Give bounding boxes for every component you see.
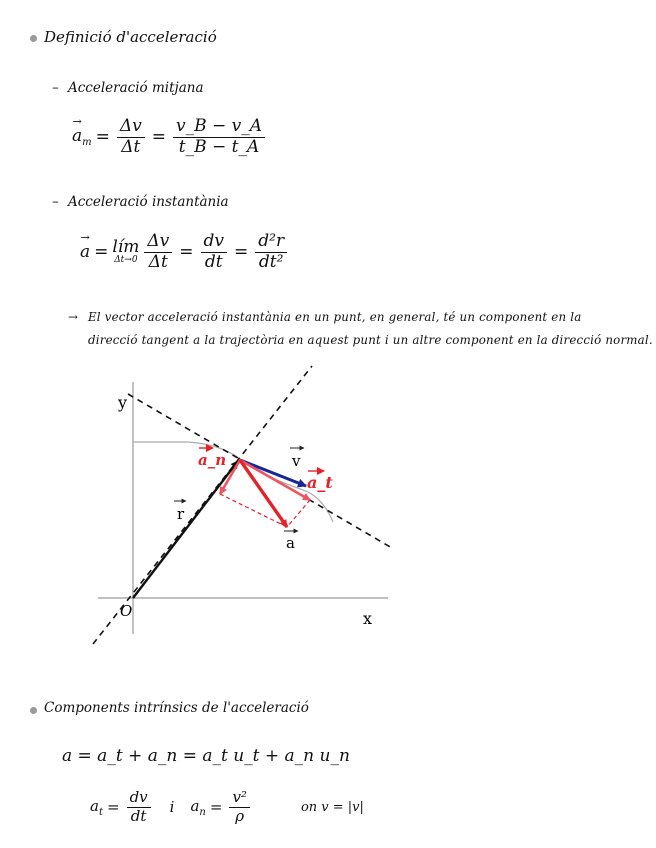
average-formula: → $a_m$ = $\frac{\Delta v}{\Delta t}$ = $\frac{v\_B - v\_A}{t\_B - t\_A}$ bbox=[72, 112, 268, 162]
label-v: v bbox=[292, 452, 301, 470]
instant-dash: – bbox=[52, 194, 59, 210]
construction-line-2 bbox=[287, 500, 310, 527]
label-r: r bbox=[177, 505, 185, 523]
speed-definition: on v = |v| bbox=[300, 799, 364, 815]
scalar-components-formula: $a_t$ = $\frac{dv}{dt}$ i $a_n$ = $\frac{\text{v²}}{\rho}$ on v = |v| bbox=[90, 787, 364, 825]
label-at: a_t bbox=[307, 473, 333, 492]
arrow-icon: → bbox=[68, 310, 79, 324]
average-delta-fraction: $\frac{\Delta v}{\Delta t}$ bbox=[117, 118, 145, 157]
note-line-2: direcció tangent a la trajectòria en aquest punt i un altre component en la direcció normal. bbox=[88, 333, 653, 347]
instant-lhs: → a bbox=[80, 242, 90, 262]
average-ab-fraction: $\frac{v\_B - v\_A}{t\_B - t\_A}$ bbox=[173, 118, 265, 157]
instant-title: Acceleració instantània bbox=[68, 194, 229, 210]
average-dash: – bbox=[52, 80, 59, 96]
acceleration-diagram bbox=[88, 362, 408, 652]
note-line-1: El vector acceleració instantània en un punt, en general, té un component en la bbox=[88, 310, 582, 324]
instant-second-derivative-fraction: $\frac{\text{d²r}}{\text{dt²}}$ bbox=[255, 233, 287, 272]
conjunction: i bbox=[169, 798, 175, 816]
trajectory-curve bbox=[133, 442, 333, 522]
instant-formula: → a = lím Δt→0 $\frac{\Delta v}{\Delta t}$ = $\frac{dv}{dt}$ = $\frac{\text{d²r}}{\text{dt²}}$ bbox=[80, 226, 290, 278]
origin-label: O bbox=[120, 602, 133, 620]
instant-delta-fraction: $\frac{\Delta v}{\Delta t}$ bbox=[144, 233, 172, 272]
components-title: Components intrínsics de l'acceleració bbox=[44, 700, 309, 716]
an-fraction: $\frac{\text{v²}}{\rho}$ bbox=[229, 790, 250, 825]
position-vector bbox=[133, 461, 238, 598]
at-fraction: $\frac{dv}{dt}$ bbox=[127, 790, 151, 825]
definition-title: Definició d'acceleració bbox=[44, 28, 217, 46]
bullet-icon bbox=[30, 707, 37, 714]
axis-x-label: x bbox=[363, 609, 373, 628]
label-an: a_n bbox=[198, 451, 227, 469]
bullet-icon bbox=[30, 35, 37, 42]
components-formula: a = a_t + a_n = a_t u_t + a_n u_n bbox=[62, 746, 350, 766]
at-lhs: $a_t$ bbox=[90, 796, 103, 818]
average-lhs: → $a_m$ bbox=[72, 126, 92, 148]
instant-derivative-fraction: $\frac{dv}{dt}$ bbox=[201, 233, 228, 272]
an-lhs: $a_n$ bbox=[190, 796, 206, 818]
limit-operator: lím Δt→0 bbox=[112, 237, 140, 265]
label-a: a bbox=[286, 534, 295, 552]
average-title: Acceleració mitjana bbox=[68, 80, 204, 96]
axis-y-label: y bbox=[118, 393, 128, 412]
